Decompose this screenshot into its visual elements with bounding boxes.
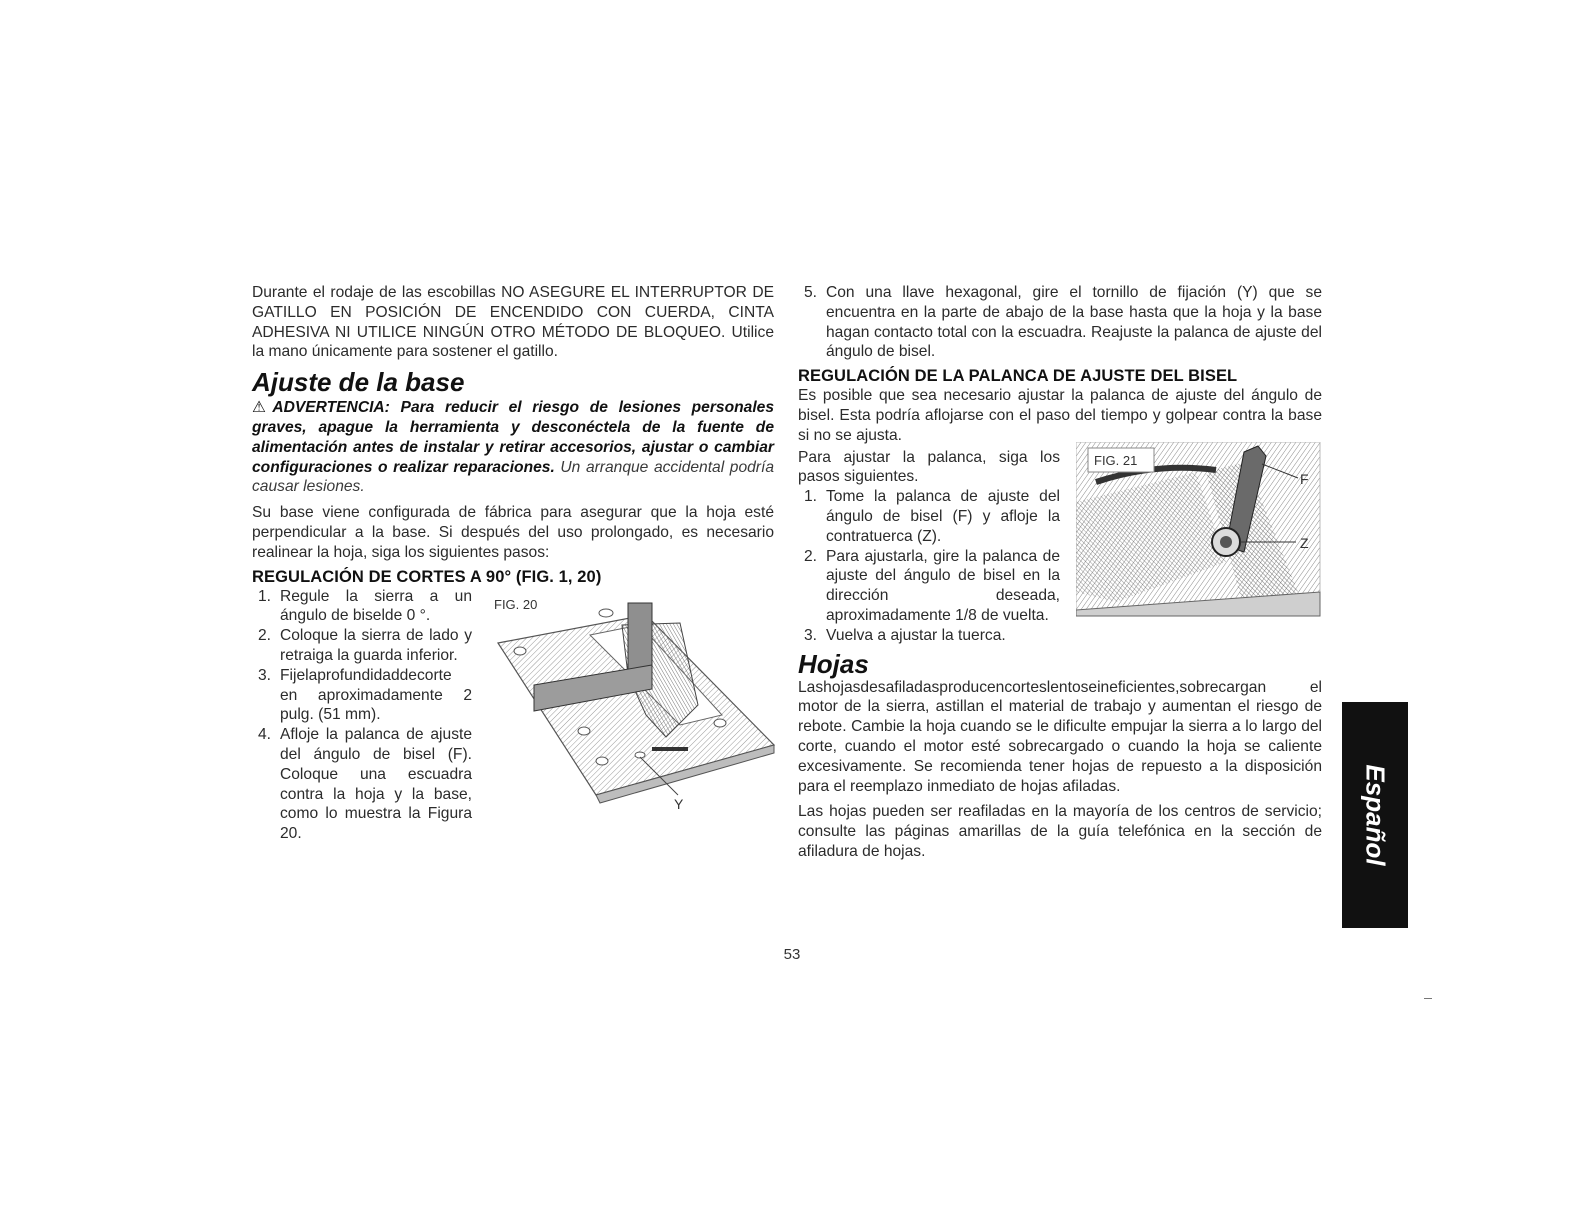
list-item: 5. Con una llave hexagonal, gire el tornillo de fijación (Y) que se encuentra en la parte de abajo de la base hasta que la hoja y la base hagan contacto total con la escuadra. Reajuste la palanca de ajuste del ángulo de bisel. (804, 284, 1322, 361)
section-heading-hojas: Hojas (798, 648, 869, 679)
hojas-paragraph-1: Lashojasdesafiladasproducencorteslentoseineficientes,sobrecargan el motor de la sierra, astillan el material de trabajo y aumentan el riesgo de rebote. Cambie la hoja cuando se le dificulte empujar la sierra a lo largo del corte, cuando el motor esté sobrecargado o cuando la hoja se caliente excesivamente. Se recomienda tener hojas de repuesto a la disposición para el reemplazo inmediato de hojas afiladas. (798, 678, 1322, 795)
bevel-body-paragraph: Es posible que sea necesario ajustar la palanca de ajuste del ángulo de bisel. Esta podría aflojarse con el paso del tiempo y golpear contra la base si no se ajusta. (798, 387, 1322, 444)
corner-mark (1424, 998, 1432, 999)
base-body-paragraph: Su base viene configurada de fábrica para asegurar que la hoja esté perpendicular a la base. Si después del uso prolongado, es necesario realinear la hoja, siga los siguientes pasos: (252, 504, 774, 561)
figure-21 (1076, 442, 1322, 620)
list-item: 3. Fijelaprofundidaddecorte en aproximadamente 2 pulg. (51 mm). (258, 666, 472, 724)
step-5-list (798, 283, 1322, 362)
warning-icon: ⚠ (252, 399, 273, 417)
warning-bold-text: ADVERTENCIA: Para reducir el riesgo de lesiones personales graves, apague la herramienta y desconéctela de la fuente de alimentación antes de instalar y retirar accesorios, ajustar o cambiar configuraciones o realizar reparaciones. (252, 399, 774, 476)
intro-paragraph: Durante el rodaje de las escobillas NO ASEGURE EL INTERRUPTOR DE GATILLO EN POSICIÓN DE ENCENDIDO CON CUERDA, CINTA ADHESIVA NI UTILICE NINGÚN OTRO MÉTODO DE BLOQUEO. Utilice la mano únicamente para sostener el gatillo. (252, 284, 774, 361)
language-tab (1342, 702, 1408, 928)
subheading-90-cuts: REGULACIÓN DE CORTES A 90° (FIG. 1, 20) (252, 567, 602, 586)
language-tab-label: Español (1360, 764, 1391, 866)
saw-base-square-illustration (490, 595, 776, 827)
steps-list-right (798, 487, 1060, 645)
warning-paragraph (252, 398, 774, 497)
steps-with-figure (252, 587, 774, 844)
section-heading-base: Ajuste de la base (252, 367, 465, 398)
subheading-bevel-lever: REGULACIÓN DE LA PALANCA DE AJUSTE DEL BISEL (798, 367, 1238, 386)
page-number: 53 (783, 946, 801, 963)
figure-20-callout-y: Y (674, 795, 684, 812)
steps-list-left (252, 587, 472, 844)
figure-20-label: FIG. 20 (494, 596, 538, 612)
bevel-intro-paragraph: Para ajustar la palanca, siga los pasos siguientes. (798, 448, 1060, 486)
warning-italic-text: Un arranque accidental podría causar lesiones. (252, 458, 774, 496)
figure-21-callout-z: Z (1300, 534, 1309, 551)
list-item: 2. Para ajustarla, gire la palanca de ajuste del ángulo de bisel en la dirección deseada, aproximadamente 1/8 de vuelta. (804, 547, 1060, 624)
list-item: 3. Vuelva a ajustar la tuerca. (804, 626, 1006, 644)
list-item: 4. Afloje la palanca de ajuste del ángulo de bisel (F). Coloque una escuadra contra la hoja y la base, como lo muestra la Figura 20. (258, 726, 472, 843)
list-item: 1. Regule la sierra a un ángulo de biselde 0 °. (258, 587, 472, 625)
bevel-steps-with-figure (798, 448, 1322, 646)
hojas-paragraph-2: Las hojas pueden ser reafiladas en la mayoría de los centros de servicio; consulte las páginas amarillas de la guía telefónica en la sección de afiladura de hojas. (798, 803, 1322, 860)
figure-20 (490, 595, 776, 827)
figure-21-callout-f: F (1300, 470, 1309, 487)
left-column (252, 283, 774, 844)
list-item: 2. Coloque la sierra de lado y retraiga la guarda inferior. (258, 627, 472, 664)
figure-21-label: FIG. 21 (1094, 452, 1138, 468)
list-item: 1. Tome la palanca de ajuste del ángulo de bisel (F) y afloje la contratuerca (Z). (804, 488, 1060, 545)
right-column (798, 283, 1322, 862)
